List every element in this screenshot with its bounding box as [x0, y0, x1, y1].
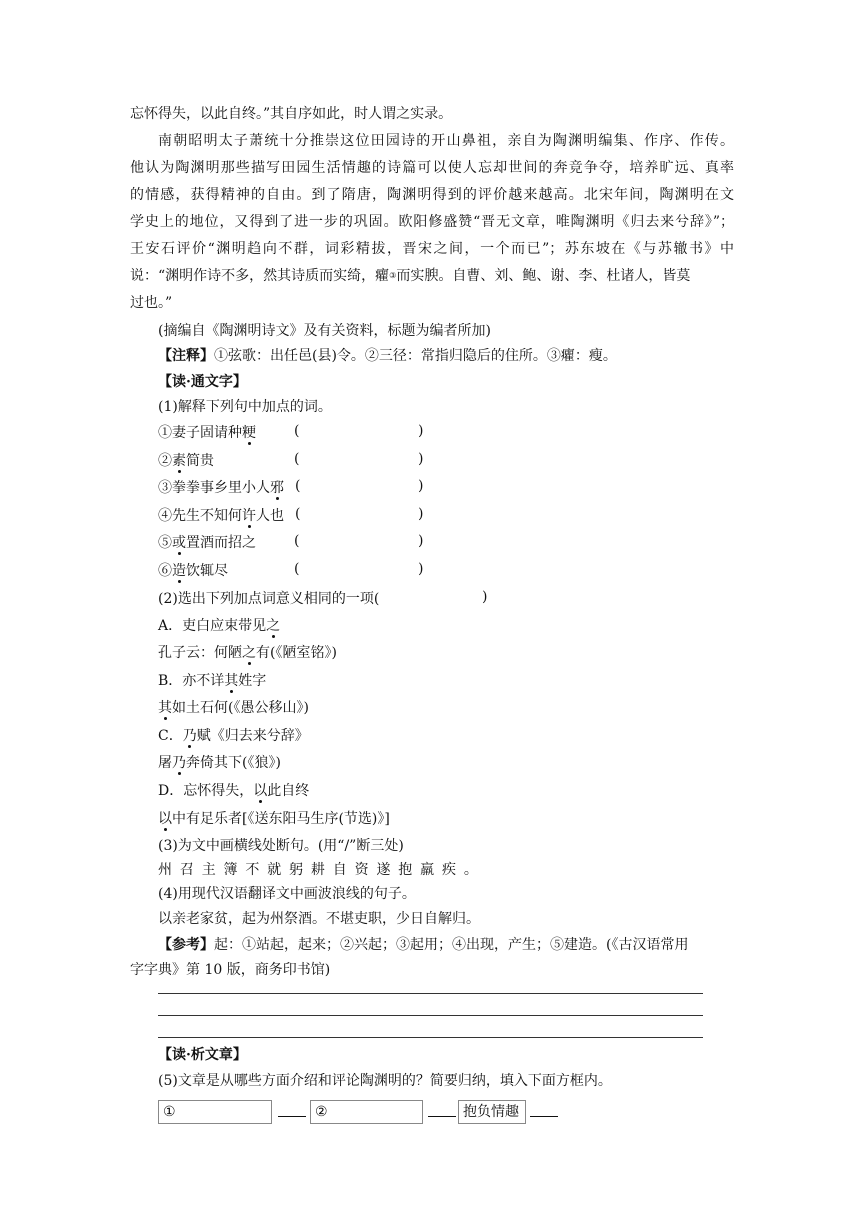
connector-line	[278, 1116, 306, 1117]
question-4: (4)用现代汉语翻译文中画波浪线的句子。	[158, 886, 416, 902]
dotted-char: 粳	[242, 425, 256, 441]
source-note: (摘编自《陶渊明诗文》及有关资料，标题为编者所加)	[158, 323, 491, 339]
question-5: (5)文章是从哪些方面介绍和评论陶渊明的？简要归纳，填入下面方框内。	[158, 1073, 612, 1089]
dotted-char: 或	[172, 535, 186, 551]
dotted-char: 造	[172, 563, 186, 579]
answer-box-3: 抱负情趣	[458, 1100, 526, 1124]
q2-option: 孔子云：何陋之有(《陋室铭》)	[158, 645, 337, 661]
dotted-char: 素	[172, 453, 186, 469]
connector-line	[530, 1116, 558, 1117]
paragraph-line: 的情感，获得精神的自由。到了隋唐，陶渊明得到的评价越来越高。北宋年间，陶渊明在文	[130, 187, 734, 203]
answer-paren-close: )	[418, 561, 424, 577]
paragraph-line: 南朝昭明太子萧统十分推崇这位田园诗的开山鼻祖，亲自为陶渊明编集、作序、作传。	[158, 133, 734, 149]
paragraph-text: 而实腴。自曹、刘、鲍、谢、李、杜诸人，皆莫	[396, 268, 691, 284]
q1-item: ①妻子固请种粳	[158, 425, 256, 441]
dotted-char: 乃	[182, 728, 197, 744]
answer-paren-open: (	[294, 561, 300, 577]
q4-sentence: 以亲老家贫，起为州祭酒。不堪吏职，少日自解归。	[158, 911, 480, 927]
answer-line[interactable]	[158, 1015, 703, 1016]
q1-item: ②素简贵	[158, 453, 214, 469]
question-3: (3)为文中画横线处断句。(用“/”断三处)	[158, 838, 404, 854]
connector-line	[428, 1116, 456, 1117]
q1-item: ④先生不知何许人也	[158, 508, 284, 524]
dotted-char: 邪	[270, 480, 284, 496]
q2-option: C．乃赋《归去来兮辞》	[158, 728, 309, 744]
reference-text: 起：①站起，起来；②兴起；③起用；④出现，产生；⑤建造。(《古汉语常用	[214, 937, 689, 953]
dotted-char: 许	[242, 508, 256, 524]
paragraph-line: 忘怀得失，以此自终。”其自序如此，时人谓之实录。	[130, 106, 453, 122]
dotted-char: 以	[253, 783, 268, 799]
reference-line	[158, 935, 734, 955]
annotation-text: ①弦歌：出任邑(县)令。②三径：常指归隐后的住所。③癯：瘦。	[214, 348, 617, 364]
answer-paren-open: (	[295, 506, 301, 522]
answer-box-2[interactable]: ②	[310, 1100, 423, 1124]
answer-paren-open: (	[294, 451, 300, 467]
answer-paren-close: )	[418, 451, 424, 467]
q2-option: 其如土石何(《愚公移山》)	[158, 700, 309, 716]
paragraph-line: 王安石评价“渊明趋向不群，词彩精拔，晋宋之间，一个而已”；苏东坡在《与苏辙书》中	[130, 241, 734, 257]
q1-item: ③拳拳事乡里小人邪	[158, 480, 284, 496]
answer-box-1[interactable]: ①	[158, 1100, 272, 1124]
dotted-char: 乃	[172, 755, 186, 771]
dotted-char: 之	[242, 645, 256, 661]
q1-item: ⑥造饮辄尽	[158, 563, 228, 579]
q1-item: ⑤或置酒而招之	[158, 535, 256, 551]
paragraph-line: 过也。”	[130, 295, 173, 311]
q2-option: D．忘怀得失，以此自终	[158, 783, 310, 799]
answer-paren-open: (	[295, 478, 301, 494]
q2-option: A．吏白应束带见之	[158, 618, 281, 634]
q2-option: 屠乃奔倚其下(《狼》)	[158, 755, 281, 771]
answer-paren-close: )	[418, 423, 424, 439]
dotted-char: 以	[158, 811, 172, 827]
answer-paren-open: (	[294, 533, 300, 549]
answer-paren-open: (	[294, 423, 300, 439]
q2-option: 以中有足乐者[《送东阳马生序(节选)》]	[158, 811, 390, 827]
answer-line[interactable]	[158, 1037, 703, 1038]
answer-paren-close: )	[418, 478, 424, 494]
dotted-char: 其	[158, 700, 172, 716]
q3-sentence: 州 召 主 簿 不 就 躬 耕 自 资 遂 抱 羸 疾 。	[158, 862, 478, 878]
reference-label: 【参考】	[158, 937, 214, 953]
dotted-char: 其	[224, 673, 239, 689]
reference-line: 字字典》第 10 版，商务印书馆)	[130, 962, 331, 978]
answer-line[interactable]	[158, 993, 703, 994]
annotation-line	[158, 346, 617, 366]
dotted-char: 之	[266, 618, 281, 634]
paragraph-line	[130, 266, 734, 286]
answer-paren-close: )	[418, 533, 424, 549]
question-1: (1)解释下列句中加点的词。	[158, 399, 332, 415]
footnote-mark: ③	[389, 271, 397, 280]
section-title: 【读·通文字】	[158, 374, 247, 390]
section-title: 【读·析文章】	[158, 1047, 247, 1063]
annotation-label: 【注释】	[158, 348, 214, 364]
paragraph-text: 说：“渊明作诗不多，然其诗质而实绮，癯	[130, 268, 390, 284]
answer-paren-close: )	[482, 589, 488, 605]
q2-option: B．亦不详其姓字	[158, 673, 267, 689]
question-2: (2)选出下列加点词意义相同的一项(	[158, 591, 380, 607]
answer-paren-close: )	[418, 506, 424, 522]
paragraph-line: 他认为陶渊明那些描写田园生活情趣的诗篇可以使人忘却世间的奔竞争夺，培养旷远、真率	[130, 160, 734, 176]
paragraph-line: 学史上的地位，又得到了进一步的巩固。欧阳修盛赞“晋无文章，唯陶渊明《归去来兮辞》”；	[130, 214, 734, 230]
